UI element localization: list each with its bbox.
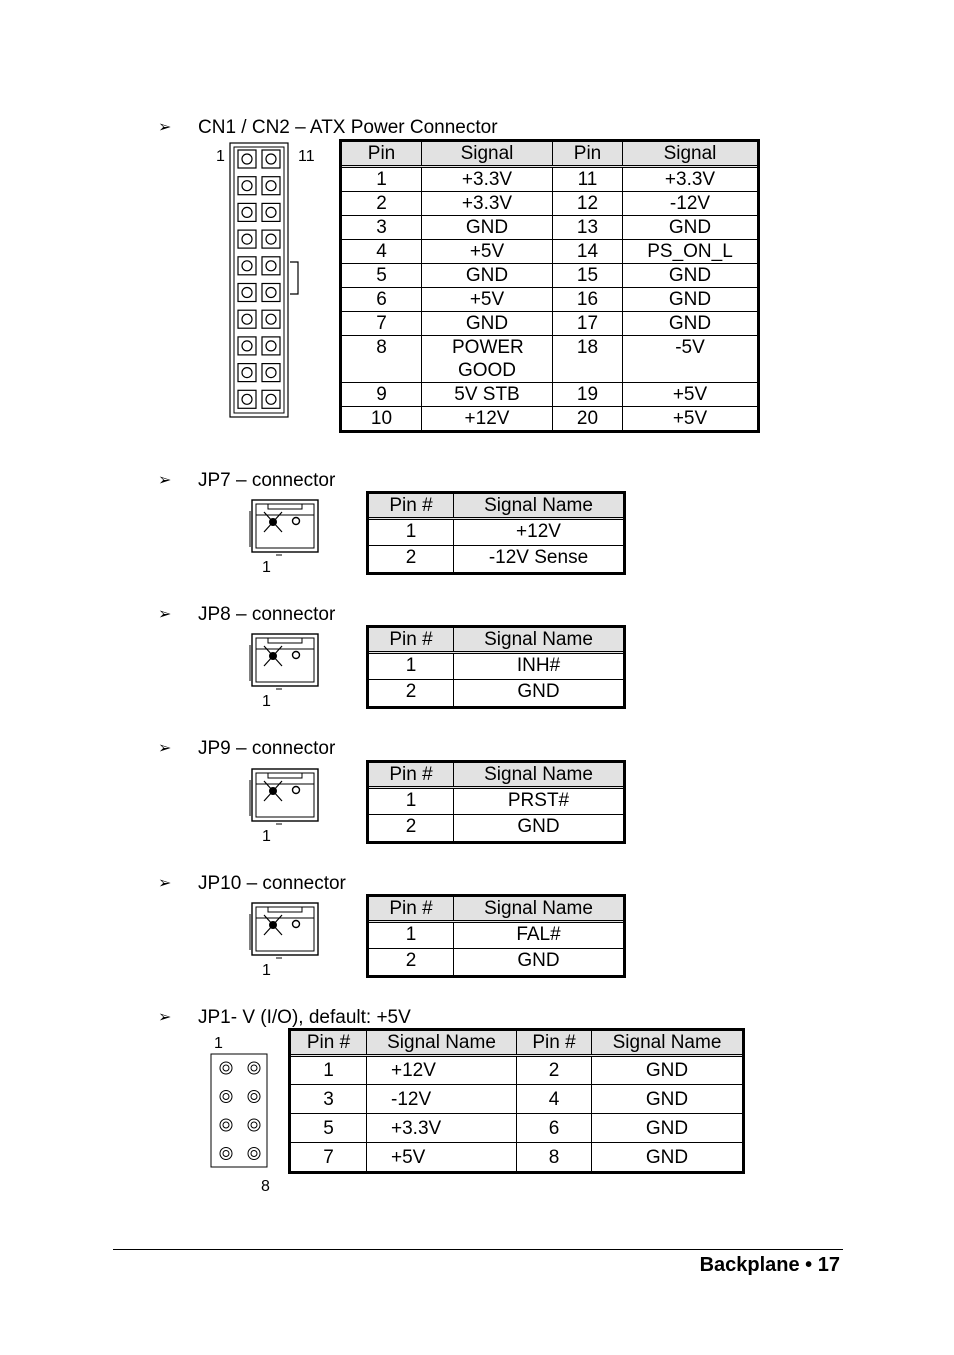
atx-pin-socket [238, 337, 256, 355]
cell: 18 [553, 336, 623, 383]
atx-pin-label-11: 11 [298, 148, 315, 165]
atx-header-pin: Pin [553, 142, 623, 167]
cell: 16 [553, 288, 623, 312]
bullet-icon: ➢ [158, 119, 172, 136]
connector-pin-2 [293, 652, 300, 659]
jp1-pin-ring [220, 1148, 232, 1160]
cell: 9 [342, 383, 422, 407]
cell: 5 [342, 264, 422, 288]
cell: GND [592, 1143, 743, 1172]
connector-pin-1 [269, 518, 277, 526]
table-row [342, 240, 758, 264]
connector-latch [268, 638, 302, 643]
jp1-pin-ring [220, 1091, 232, 1103]
jp1-heading: JP1- V (I/O), default: +5V [198, 1007, 411, 1028]
cell: 5 [291, 1114, 367, 1143]
atx-pin-hole [266, 154, 276, 164]
jp1-pin-label-8: 8 [261, 1178, 270, 1195]
cell: GND [623, 264, 758, 288]
jp9-heading: JP9 – connector [198, 738, 336, 759]
atx-heading: CN1 / CN2 – ATX Power Connector [198, 117, 498, 138]
connector-latch [268, 907, 302, 912]
table-row [291, 1056, 743, 1085]
table-row [291, 1143, 743, 1172]
bullet-icon: ➢ [158, 472, 172, 489]
cell: -12V Sense [454, 546, 624, 573]
jp10-heading: JP10 – connector [198, 873, 346, 894]
jp10-pin-label: 1 [262, 962, 271, 979]
atx-pin-socket [262, 177, 280, 195]
cell: 13 [553, 216, 623, 240]
atx-connector-diagram [228, 142, 300, 420]
cell: 19 [553, 383, 623, 407]
cell: 1 [342, 167, 422, 192]
table-header: Pin # [369, 763, 454, 788]
jp1-pin-core [223, 1094, 229, 1100]
connector-housing [252, 769, 318, 821]
jp1-pin-core [223, 1122, 229, 1128]
atx-pin-socket [238, 150, 256, 168]
atx-pin-socket [238, 310, 256, 328]
connector-pin-1 [269, 787, 277, 795]
cell: 7 [291, 1143, 367, 1172]
table-row [342, 192, 758, 216]
page-footer: Backplane • 17 [699, 1254, 840, 1276]
table-row [369, 788, 624, 815]
cell: 7 [342, 312, 422, 336]
cell: +12V [367, 1056, 517, 1085]
table-row [369, 519, 624, 546]
table-row [369, 653, 624, 680]
cell: FAL# [454, 922, 624, 949]
connector-housing [252, 634, 318, 686]
cell: 2 [517, 1056, 592, 1085]
table-row [291, 1085, 743, 1114]
connector-inner [256, 773, 314, 817]
table-row [342, 336, 758, 383]
cell: +12V [422, 407, 553, 431]
table-row [342, 288, 758, 312]
cell: GND [623, 216, 758, 240]
atx-pin-hole [242, 234, 252, 244]
atx-header-signal: Signal [623, 142, 758, 167]
atx-pin-socket [262, 284, 280, 302]
cell: 1 [369, 788, 454, 815]
cell: 10 [342, 407, 422, 431]
atx-header-signal: Signal [422, 142, 553, 167]
connector-inner [256, 907, 314, 951]
cell: 14 [553, 240, 623, 264]
atx-pin-hole [242, 154, 252, 164]
cell: 3 [291, 1085, 367, 1114]
cell: GND [422, 216, 553, 240]
cell: 4 [342, 240, 422, 264]
table-header: Pin # [369, 494, 454, 519]
cell: +5V [623, 383, 758, 407]
cell: GND [422, 264, 553, 288]
jp1-pin-ring [248, 1148, 260, 1160]
cell: 2 [369, 680, 454, 707]
connector-pin-1 [269, 921, 277, 929]
atx-pin-socket [262, 257, 280, 275]
jp10-pinout-table [368, 896, 624, 976]
cell: +5V [422, 288, 553, 312]
connector-pin-2 [293, 787, 300, 794]
atx-header-pin: Pin [342, 142, 422, 167]
cell: POWER GOOD [422, 336, 553, 383]
jp1-pin-core [251, 1122, 257, 1128]
jp1-pin-core [223, 1065, 229, 1071]
atx-pinout-table [341, 141, 758, 431]
cell: GND [454, 815, 624, 842]
cell: 15 [553, 264, 623, 288]
jp8-pinout-table [368, 627, 624, 707]
cell: -5V [623, 336, 758, 383]
atx-pin-hole [266, 207, 276, 217]
atx-pin-hole [266, 261, 276, 271]
connector-inner [256, 504, 314, 548]
atx-pin-hole [266, 368, 276, 378]
table-row [342, 264, 758, 288]
cell: 6 [342, 288, 422, 312]
connector-latch [268, 504, 302, 509]
cell: GND [623, 312, 758, 336]
jp7-pin-label: 1 [262, 559, 271, 576]
cell: GND [592, 1114, 743, 1143]
table-header: Signal Name [454, 763, 624, 788]
atx-pin-hole [242, 314, 252, 324]
cell: PRST# [454, 788, 624, 815]
jp9-pinout-table [368, 762, 624, 842]
jp7-heading: JP7 – connector [198, 470, 336, 491]
bullet-icon: ➢ [158, 1009, 172, 1026]
cell: +3.3V [422, 192, 553, 216]
cell: 3 [342, 216, 422, 240]
atx-pin-socket [238, 230, 256, 248]
atx-pin-socket [262, 230, 280, 248]
cell: +5V [422, 240, 553, 264]
cell: +12V [454, 519, 624, 546]
atx-pin-socket [238, 177, 256, 195]
table-row [369, 949, 624, 976]
cell: 20 [553, 407, 623, 431]
cell: GND [454, 949, 624, 976]
jp1-pin-label-1: 1 [214, 1035, 223, 1052]
table-row [342, 383, 758, 407]
atx-pin-hole [242, 261, 252, 271]
jp1-header-diagram [208, 1052, 270, 1170]
table-row [369, 546, 624, 573]
cell: +3.3V [623, 167, 758, 192]
atx-pin-socket [238, 203, 256, 221]
cell: 8 [517, 1143, 592, 1172]
cell: 5V STB [422, 383, 553, 407]
atx-pin-socket [262, 203, 280, 221]
table-row [369, 680, 624, 707]
jp8-pin-label: 1 [262, 693, 271, 710]
cell: 1 [291, 1056, 367, 1085]
cell: 1 [369, 519, 454, 546]
footer-divider [113, 1249, 843, 1250]
jp1-pin-core [251, 1094, 257, 1100]
atx-pin-socket [262, 337, 280, 355]
atx-pin-hole [266, 181, 276, 191]
atx-pin-hole [242, 288, 252, 298]
cell: 1 [369, 922, 454, 949]
table-row [342, 407, 758, 431]
table-header: Signal Name [592, 1031, 743, 1056]
table-row [291, 1114, 743, 1143]
jp1-pin-core [251, 1065, 257, 1071]
cell: 4 [517, 1085, 592, 1114]
table-row [342, 216, 758, 240]
atx-pin-hole [266, 234, 276, 244]
table-header: Pin # [369, 897, 454, 922]
table-header: Signal Name [454, 628, 624, 653]
table-row [342, 312, 758, 336]
jp1-pin-ring [248, 1119, 260, 1131]
atx-pin-hole [266, 341, 276, 351]
cell: +3.3V [367, 1114, 517, 1143]
table-row [369, 922, 624, 949]
jp8-heading: JP8 – connector [198, 604, 336, 625]
cell: 1 [369, 653, 454, 680]
cell: 11 [553, 167, 623, 192]
cell: GND [623, 288, 758, 312]
connector-pin-1 [269, 652, 277, 660]
table-header: Pin # [291, 1031, 367, 1056]
jp1-pin-core [251, 1151, 257, 1157]
jp1-pin-ring [220, 1062, 232, 1074]
atx-pin-socket [238, 284, 256, 302]
atx-pin-socket [262, 310, 280, 328]
cell: +3.3V [422, 167, 553, 192]
cell: -12V [623, 192, 758, 216]
atx-pin-label-1: 1 [216, 148, 225, 165]
jp7-connector-icon [248, 497, 322, 559]
table-header: Signal Name [367, 1031, 517, 1056]
atx-pin-hole [266, 288, 276, 298]
cell: INH# [454, 653, 624, 680]
bullet-icon: ➢ [158, 606, 172, 623]
jp1-pin-core [223, 1151, 229, 1157]
atx-pin-socket [238, 364, 256, 382]
atx-pin-socket [238, 257, 256, 275]
cell: 2 [342, 192, 422, 216]
atx-pin-hole [242, 394, 252, 404]
connector-housing [252, 903, 318, 955]
atx-pin-hole [242, 207, 252, 217]
table-row [342, 167, 758, 192]
jp7-pinout-table [368, 493, 624, 573]
connector-housing [252, 500, 318, 552]
atx-pin-socket [262, 364, 280, 382]
bullet-icon: ➢ [158, 740, 172, 757]
bullet-icon: ➢ [158, 875, 172, 892]
jp8-connector-icon [248, 631, 322, 693]
jp1-pin-ring [248, 1091, 260, 1103]
connector-inner [256, 638, 314, 682]
cell: 17 [553, 312, 623, 336]
table-header: Pin # [369, 628, 454, 653]
cell: -12V [367, 1085, 517, 1114]
cell: 2 [369, 546, 454, 573]
atx-pin-hole [242, 341, 252, 351]
cell: PS_ON_L [623, 240, 758, 264]
atx-pin-socket [262, 390, 280, 408]
cell: GND [592, 1056, 743, 1085]
table-header: Signal Name [454, 897, 624, 922]
jp1-pin-ring [248, 1062, 260, 1074]
connector-latch [268, 773, 302, 778]
atx-pin-socket [238, 390, 256, 408]
jp10-connector-icon [248, 900, 322, 962]
cell: 2 [369, 815, 454, 842]
cell: 8 [342, 336, 422, 383]
table-header: Signal Name [454, 494, 624, 519]
cell: GND [422, 312, 553, 336]
connector-pin-2 [293, 921, 300, 928]
cell: +5V [623, 407, 758, 431]
cell: 12 [553, 192, 623, 216]
cell: GND [454, 680, 624, 707]
atx-pin-hole [266, 314, 276, 324]
jp9-pin-label: 1 [262, 828, 271, 845]
cell: 2 [369, 949, 454, 976]
atx-pin-hole [242, 181, 252, 191]
jp9-connector-icon [248, 766, 322, 828]
connector-pin-2 [293, 518, 300, 525]
jp1-pinout-table [290, 1030, 743, 1172]
jp1-pin-ring [220, 1119, 232, 1131]
table-row [369, 815, 624, 842]
cell: GND [592, 1085, 743, 1114]
atx-pin-hole [266, 394, 276, 404]
cell: 6 [517, 1114, 592, 1143]
cell: +5V [367, 1143, 517, 1172]
table-header: Pin # [517, 1031, 592, 1056]
atx-pin-socket [262, 150, 280, 168]
atx-pin-hole [242, 368, 252, 378]
